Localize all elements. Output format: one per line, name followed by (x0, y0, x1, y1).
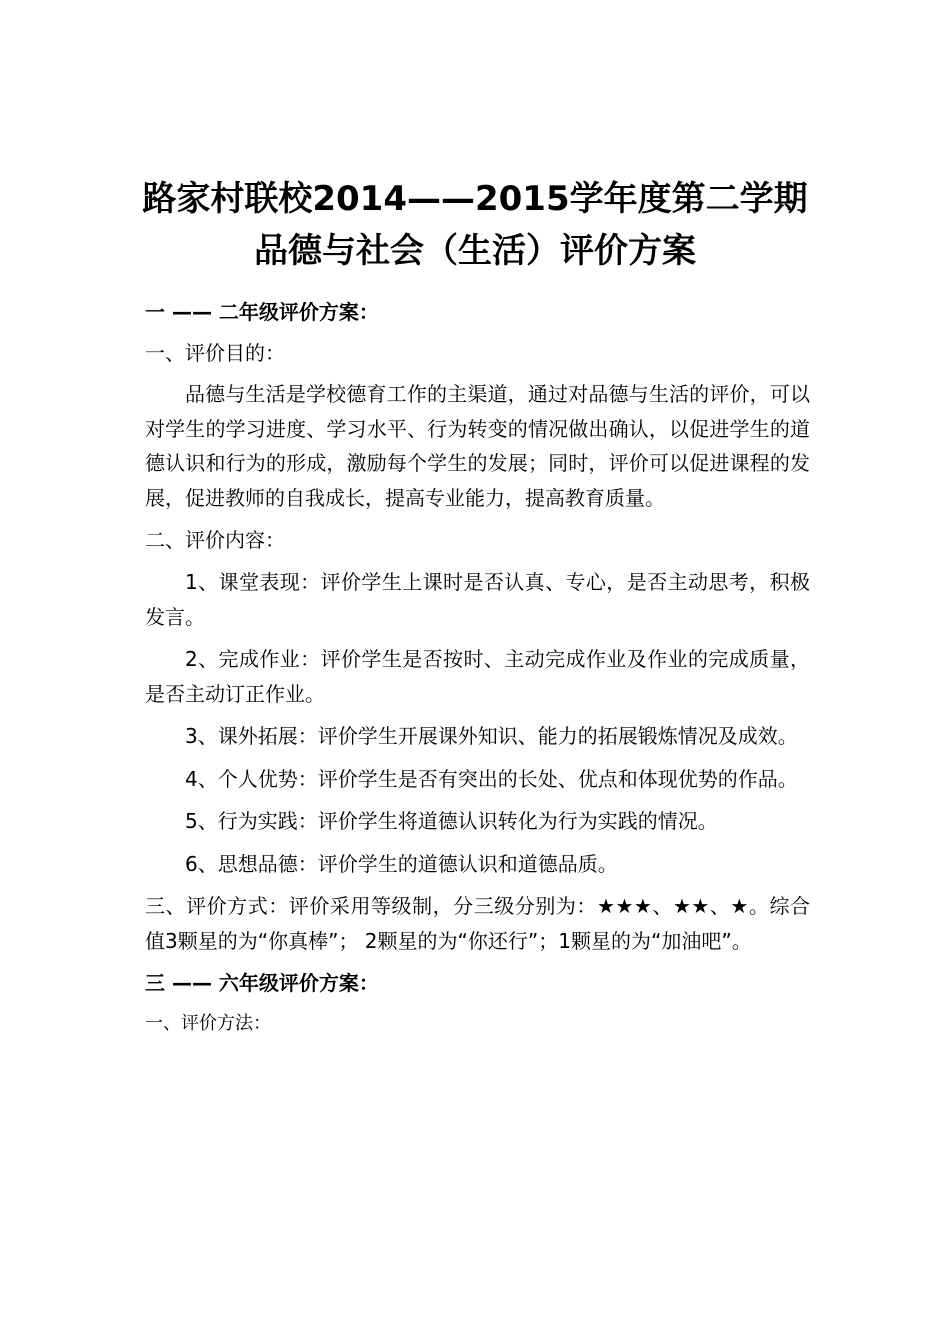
method-heading: 一、评价方法： (145, 1013, 271, 1034)
content-item-practice: 5、行为实践：评价学生将道德认识转化为行为实践的情况。 (185, 809, 718, 833)
section-heading-grades-1-2: 一 —— 二年级评价方案： (145, 300, 379, 324)
purpose-paragraph: 品德与生活是学校德育工作的主渠道，通过对品德与生活的评价，可以对学生的学习进度、学习水平、行为转变的情况做出确认，以促进学生的道德认识和行为的形成，激励每个学生的发展；同时，评价可以促进课程的发展，促进教师的自我成长，提高专业能力，提高教育质量。 (145, 382, 810, 510)
content-item-strengths: 4、个人优势：评价学生是否有突出的长处、优点和体现优势的作品。 (185, 766, 798, 791)
content-heading: 二、评价内容： (145, 528, 285, 552)
content-item-morality: 6、思想品德：评价学生的道德认识和道德品质。 (185, 851, 618, 876)
content-item-homework: 2、完成作业：评价学生是否按时、主动完成作业及作业的完成质量，是否主动订正作业。 (145, 647, 810, 706)
method-paragraph: 三、评价方式：评价采用等级制，分三级分别为：★★★、★★、★。综合值3颗星的为“你真棒”； 2颗星的为“你还行”；1颗星的为“加油吧”。 (145, 894, 810, 953)
document-body (145, 295, 810, 1041)
purpose-heading: 一、评价目的： (145, 341, 285, 365)
document-title-line-1: 路家村联校2014——2015学年度第二学期 (142, 179, 808, 219)
section-heading-grades-3-6: 三 —— 六年级评价方案： (145, 971, 379, 995)
content-item-classroom: 1、课堂表现：评价学生上课时是否认真、专心，是否主动思考，积极发言。 (145, 570, 810, 629)
content-item-extension: 3、课外拓展：评价学生开展课外知识、能力的拓展锻炼情况及成效。 (185, 724, 798, 748)
document-title-line-2: 品德与社会（生活）评价方案 (254, 231, 696, 271)
